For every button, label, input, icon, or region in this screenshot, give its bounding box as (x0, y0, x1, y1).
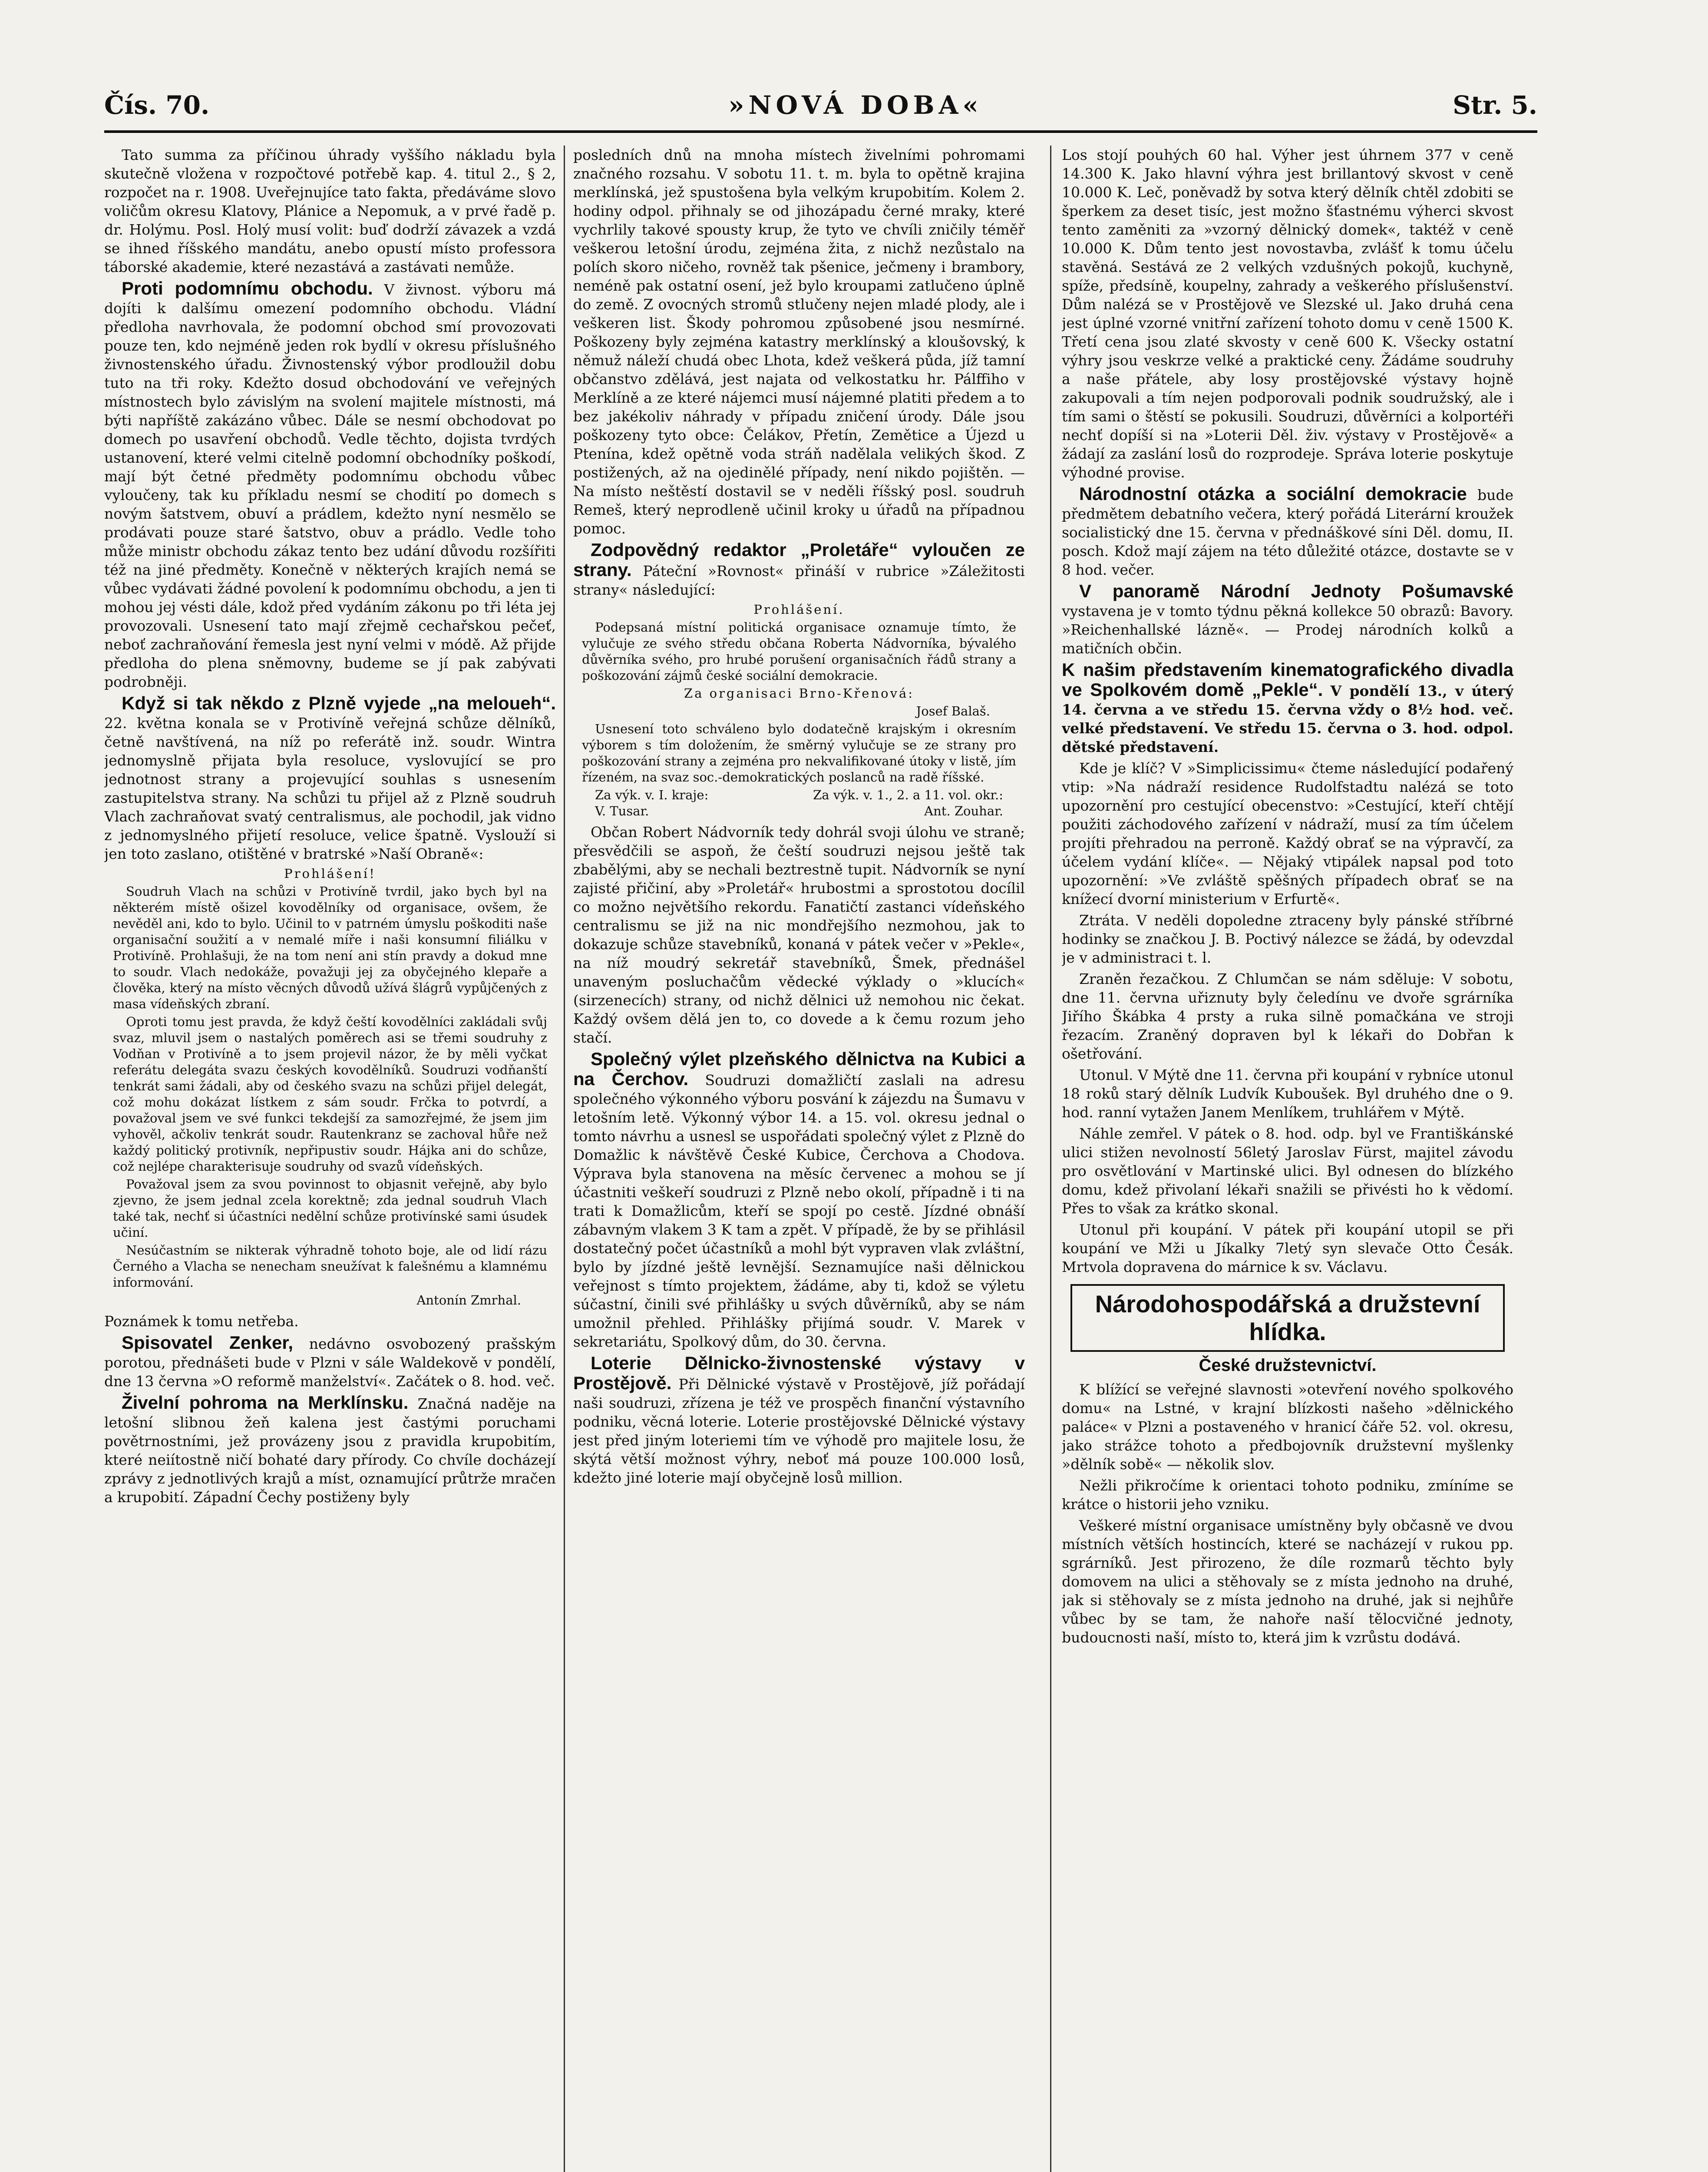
statement-block (573, 602, 1025, 819)
article-paragraph: Veškeré místní organisace umístněny byly občasně ve dvou místních větších hostincích, které se nacházejí v rukou pp. sgrárníků. Jest přirozeno, že díle rozmarů těchto byly domovem na ulici a stěhovaly se z místa jednoho na druhé, jak si stěhovaly se z místa jednoho na druhé, jak si nejhůře vůbec by se tam, že nahoře naší tělocvičné jednoty, budoucnosti naší, místo to, která jim k vzrůstu dodává. (1062, 1517, 1513, 1646)
article-text: Značná naděje na letošní slibnou žeň kalena jest častými poruchami povětrnostními, jež provázeny jsou z pravidla krupobitím, které neiítostně ničí bohaté dary přírody. Co chvíle docházejí zprávy z jednotlivých krajů a míst, oznamující průtrže mračen a krupobití. Západní Čechy postiženy byly (104, 1395, 556, 1506)
article-heading: Loterie Dělnicko-živnostenské výstavy v Prostějově. (573, 1353, 1025, 1393)
article-paragraph (104, 279, 556, 691)
article-paragraph (104, 1333, 556, 1391)
article-paragraph: Poznámek k tomu netřeba. (104, 1313, 299, 1330)
signature-name: Ant. Zouhar. (924, 804, 1003, 818)
article-paragraph: K blížící se veřejné slavnosti »otevření nového spolkového domu« na Lstné, v krajní blízkosti našeho »dělnického paláce« v Plzni a postaveného v hranicí čáře 52. vol. okresu, jako strážce tohoto a předbojovník družstevní myšlenky »dělník sobě« — několik slov. (1062, 1381, 1513, 1473)
article-paragraph: Náhle zemřel. V pátek o 8. hod. odp. byl ve Františkánské ulici stižen nevolností 56letý Jaroslav Fürst, majitel závodu pro osvětlování v Martinské ulici. Byl odnesen do blízkého domu, kdež přivolaní lékaři snažili se přivésti ho k vědomí. Přes to však za krátko skonal. (1062, 1125, 1513, 1217)
signature-label: Za výk. v. I. kraje: (595, 788, 709, 802)
statement-signatures (582, 803, 1016, 819)
article-heading: V panoramě Národní Jednoty Pošumavské (1079, 581, 1513, 601)
article-heading: Spisovatel Zenker, (122, 1332, 294, 1353)
article-paragraph: Ztráta. V neděli dopoledne ztraceny byly pánské stříbrné hodinky se značkou J. B. Poctivý nálezce se žádá, by odevzdal je v administraci t. l. (1062, 912, 1513, 966)
article-heading: Živelní pohroma na Merklínsku. (122, 1392, 409, 1413)
article-paragraph: Utonul. V Mýtě dne 11. června při koupání v rybníce utonul 18 roků starý dělník Ludvík Kuboušek. Byl druhého dne o 9. hod. ranní vytažen Janem Menlíkem, truhlářem v Mýtě. (1062, 1066, 1513, 1121)
article-paragraph: posledních dnů na mnoha místech živelními pohromami značného rozsahu. V sobotu 11. t. m. byla to opětně krajina merklínská, jež spustošena byla velkým krupobitím. Kolem 2. hodiny odpol. přihnaly se od jihozápadu černé mraky, které vychrlily takové spousty krup, že tyto ve chvíli zničily téměř veškerou letošní úrodu, zejména žita, z nichž nezůstalo na polích skoro ničeho, rovněž tak pšenice, ječmeny i brambory, neméně pak ostatní osení, jež bylo kroupami zatlučeno úplně do země. Z ovocných stromů stlučeny nejen mladé plody, ale i veškeren list. Škody pohromou způsobené jsou nesmírné. Poškozeny byly zejména katastry merklínský a kloušovský, k němuž náleží chudá obec Lhota, kdež veškerá půda, jíž tamní občanstvo zdělává, jest najata od velkostatku hr. Pálffiho v Merklíně a ze které nájemci musí nájemné platiti předem a to bez jakékoliv náhrady v případu zničení úrody. Dále jsou poškozeny tyto obce: Čelákov, Přetín, Zemětice a Újezd u Ptenína, kdež opětně voda stráň nadělala velikých škod. Z postižených, až na ojedinělé případy, není nikdo pojištěn. — Na místo neštěstí dostavil se v neděli říšský posl. soudruh Remeš, který neprodleně učinil kroky u úřadů na případnou pomoc. (573, 146, 1025, 537)
page-number: Str. 5. (1453, 90, 1537, 120)
statement-signature: Antonín Zmrhal. (416, 1293, 521, 1308)
newspaper-title: »NOVÁ DOBA« (728, 90, 983, 120)
article-paragraph: Nežli přikročíme k orientaci tohoto podniku, zmíníme se krátce o historii jeho vzniku. (1062, 1477, 1513, 1513)
article-heading: Zodpovědný redaktor „Proletáře“ vyloučen ze strany. (573, 540, 1025, 580)
statement-paragraph: Nesúčastním se nikterak výhradně tohoto boje, ale od lidí rázu Černého a Vlacha se nenecham sneužívat k falešnému a klamnému informování. (113, 1243, 547, 1290)
article-text: bude předmětem debatního večera, který pořádá Literární kroužek socialistický dne 15. června v přednáškové síni Děl. domu, II. posch. Kdož mají zájem na této důležité otázce, dostavte se v 8 hod. večer. (1062, 487, 1513, 578)
article-paragraph: Los stojí pouhých 60 hal. Výher jest úhrnem 377 v ceně 14.300 K. Jako hlavní výhra jest brillantový skvost v ceně 10.000 K. Leč, poněvadž by sotva který dělník chtěl zdobiti se šperkem za deset tisíc, jest možno šťastnému výherci skvost tento zaměniti za »vzorný dělnický domek«, taktéž v ceně 10.000 K. Dům tento jest novostavba, zvlášť k tomu účelu stavěná. Sestává ze 2 velkých vzdušných pokojů, kuchyně, spíže, předsíně, koupelny, zahrady a veškerého příslušenství. Dům nalézá se v Prostějově ve Slezské ul. Jako druhá cena jest úplné vzorné vnitřní zařízení tohoto domu v ceně 1500 K. Třetí cena jsou zlaté skvosty v ceně 600 K. Všecky ostatní výhry jsou veskrze velké a praktické ceny. Žádáme soudruhy a naše přátele, aby losy prostějovské výstavy hojně zakupovali a tím nejen podporovali podnik soudružský, ale i tím sami o štěstí se pokusili. Soudruzi, důvěrníci a kolportéři nechť dopíší si na »Loterii Děl. živ. výstavy v Prostějově« a žádají za zaslání losů do rozprodeje. Správa loterie poskytuje výhodné provise. (1062, 146, 1513, 481)
section-subtitle: České družstevnictví. (1199, 1356, 1377, 1375)
statement-block (104, 866, 556, 1308)
article-heading: Když si tak někdo z Plzně vyjede „na meloueh“. (122, 693, 556, 713)
signature-name: V. Tusar. (595, 804, 649, 818)
statement-paragraph: Soudruh Vlach na schůzi v Protivíně tvrdil, jako bych byl na některém místě ošizel kovodělníky od organisace, ovšem, že nevěděl ani, kdo to bylo. Učinil to v patrném úmyslu poškoditi naše organisační soužití a v nemalé míře i naši konsumní filiálku v Protivíně. Prohlašuji, že na tom není ani stín pravdy a dokud mne to soudr. Vlach nedokáže, považuji jej za obyčejného klepaře a člověka, který na místo věcných důvodů užívá šlágrů vypůjčených z masa vídeňských zbraní. (113, 884, 547, 1011)
column-divider (564, 146, 565, 2172)
article-text: Soudruzi domažličtí zaslali na adresu společného výkonného výboru posvání k zájezdu na Šumavu v letošním letě. Výkonný výbor 14. a 15. vol. okresu jednal o tomto návrhu a usnesl se uspořádati společný výlet z Plzně do Domažlic k návštěvě České Kubice, Čerchova a Chodova. Výprava byla stanovena na měsíc červenec a mohou se jí účastniti veškeří soudruzi z Plzně nebo okolí, případně i ti na trati k Domažlicům, kteří se spojí po cestě. Jízdné obnáší zábavným vlakem 3 K tam a zpět. V případě, že by se přihlásil dostatečný počet účastníků a mohl být vypraven vlak zvláštní, bylo by jízdné ještě levnější. Seznamujíce naši dělnickou veřejnost s tímto projektem, žádáme, aby ti, kdož se výletu súčastní, činili své přihlášky u svých důvěrníků, aby se nám umožnil přehled. Přihlášky přijímá soudr. V. Marek v sekretariátu, Spolkový dům, do 30. června. (573, 1072, 1025, 1350)
statement-paragraph: Považoval jsem za svou povinnost to objasnit veřejně, aby bylo zjevno, že jsem jednal zcela korektně; zda jednal soudruh Vlach také tak, nechť si účastníci nedělní schůze protivínské sami úsudek učiní. (113, 1177, 547, 1240)
article-text: vystavena je v tomto týdnu pěkná kollekce 50 obrazů: Bavory. »Reichenhallské lázně«. — Prodej národních kolků a matičních občin. (1062, 603, 1513, 657)
statement-title: Prohlášení. (753, 602, 845, 617)
article-paragraph (104, 1393, 556, 1506)
article-paragraph (573, 540, 1025, 599)
issue-number: Čís. 70. (104, 90, 210, 120)
article-paragraph: Zraněn řezačkou. Z Chlumčan se nám sděluje: V sobotu, dne 11. června uřiznuty byly čeledínu ve dvoře sgrárníka Jiřího Škábka 4 prsty a ruka silně pomačkána ve stroji řezacím. Zraněný dopraven byl k lékaři do Dobřan k ošetřování. (1062, 970, 1513, 1062)
statement-signature: Josef Balaš. (916, 704, 990, 718)
column-divider (1050, 146, 1051, 2172)
article-paragraph: Občan Robert Nádvorník tedy dohrál svoji úlohu ve straně; přesvědčili se aspoň, že čeští soudruzi nejsou ještě tak zbabělými, aby se nechali beztrestně tupit. Nádvorník se nyní zajisté přičiní, aby »Proletář« hrubostmi a sprostotou docílil co možno největšího rekordu. Fanatičtí zastanci vídeňského centralismu se již na nic mondřejšího nezmohou, jak to dokazuje schůze stavebníků, konaná v pátek večer v »Pekle«, na níž moudrý sekretář stavebníků, Šmek, přednášel unaveným posluchačům vědecké výklady o »klucích« (sirzenecích) strany, od nichž dělnici už nemohou nic čekat. Každý ovšem dělá jen to, co dovede a k čemu rozum jeho stačí. (573, 824, 1025, 1046)
column-2 (573, 146, 1025, 2172)
statement-paragraph: Usnesení toto schváleno bylo dodatečně krajským i okresním výborem s tím doložením, že směrný vylučuje se ze strany pro poškozování strany a zejména pro nekvalifikované útoky v listě, jím řízeném, na svaz soc.-demokratických poslanců na radě říšské. (582, 722, 1016, 785)
column-3 (1062, 146, 1513, 2172)
article-paragraph (104, 694, 556, 863)
masthead (104, 90, 1537, 125)
article-paragraph (573, 1050, 1025, 1351)
article-paragraph (1062, 660, 1513, 756)
article-paragraph: Tato summa za příčinou úhrady vyššího nákladu byla skutečně vložena v rozpočtové potřebě kap. 4. titul 2., § 2, rozpočet na r. 1908. Uveřejnujíce tato fakta, předáváme slovo voličům okresu Klatovy, Plánice a Nepomuk, a v prvé řadě p. dr. Holýmu. Posl. Holý musí volit: buď dodrží závazek a vzdá se ihned říšského mandátu, anebo opustí místo professora táborské akademie, které nezastává a zastávati nemůže. (104, 146, 556, 275)
column-1 (104, 146, 556, 2172)
article-paragraph (1062, 582, 1513, 658)
article-text: nedávno osvobozený prašským porotou, přednášeti bude v Plzni v sále Waldekově v pondělí, dne 13 června »O reformě manželství«. Začátek o 8. hod. več. (104, 1335, 556, 1390)
masthead-rule (104, 130, 1537, 133)
article-heading: Společný výlet plzeňského dělnictva na Kubici a na Čerchov. (573, 1049, 1025, 1089)
statement-signatures (582, 787, 1016, 803)
article-heading: K našim představením kinematografického divadla ve Spolkovém domě „Pekle“. (1062, 659, 1513, 700)
section-title-box: Národohospodářská a družstevní hlídka. (1070, 1284, 1505, 1352)
article-paragraph (573, 1354, 1025, 1487)
article-text: Páteční »Rovnost« přináší v rubrice »Záležitosti strany« následující: (573, 563, 1025, 598)
statement-paragraph: Podepsaná místní politická organisace oznamuje tímto, že vylučuje ze svého středu občana Roberta Nádvorníka, bývalého důvěrníka svého, pro hrubé porušení organisačních řádů strany a poškozování zájmů české sociální demokracie. (582, 620, 1016, 683)
article-paragraph (1062, 484, 1513, 579)
article-heading: Národnostní otázka a sociální demokracie (1079, 483, 1467, 504)
article-text: V pondělí 13., v úterý 14. června a ve středu 15. června vždy o 8½ hod. več. velké představení. Ve středu 15. června o 3. hod. odpol. dětské představení. (1062, 682, 1513, 755)
article-text: V živnost. výboru má dojíti k dalšímu omezení podomního obchodu. Vládní předloha navrhovala, že podomní obchod smí provozovati pouze ten, kdo nejméně jeden rok bydlí v okresu příslušného živnostenského úřadu. Živnostenský výbor prodloužil dobu tuto na tři roky. Kdežto dosud obchodování ve veřejných místnostech bylo závislým na svolení majitele místnosti, má býti napříště zakázáno vůbec. Dále se nesmí obchodovat po domech po usavření obchodů. Vedle těchto, dojista tvrdých ustanovení, které velmi citelně podomní obchodníky poškodí, mají být četné předměty podomnímu obchodu vůbec vyloučeny, tak ku příkladu nesmí se chodití po domech s novým šatstvem, obuví a prádlem, kdežto nyní nesmělo se prodávati pouze staré šatstvo, obuv a prádlo. Vedle toho může ministr obchodu zákaz tento bez udání důvodu rozšířiti též na jiné předměty. Konečně v některých krajích nemá se vůbec vydávati žádné povolení k podomnímu obchodu, a jen ti mohou jej vésti dále, kdož před vydáním zákonu po tři léta jej provozovali. Usnesení tato mají zřejmě cechařskou pečeť, neboť zachraňování řemesla jest nyní velmi v módě. Až přijde předloha do plena sněmovny, budeme se jí pak zabývati podrobněji. (104, 281, 556, 690)
article-heading: Proti podomnímu obchodu. (122, 278, 373, 298)
statement-paragraph: Oproti tomu jest pravda, že když čeští kovodělníci zakládali svůj svaz, mluvil jsem o nastalých poměrech asi se třemi soudruhy z Vodňan v Protivíně a to jsem projevil názor, že by měli vyčkat referátu delegáta svazu českých kovodělníků. Soudruzi vodňanští tenkrát sami žádali, aby od českého svazu na schůzi přijel delegát, což mohu dokázat lístkem z sám soudr. Frčka to potvrdí, a považoval jsem ve své funkci tekdejší za samozřejmé, že jsem jim vyhověl, ačkoliv tenkrát soudr. Rautenkranz se zachoval hůře než každý politický protivník, nepřipustiv soudr. Hájka ani do schůze, což nejlépe charakterisuje soudruhy od svazů vídeňských. (113, 1014, 547, 1174)
signature-label: Za výk. v. 1., 2. a 11. vol. okr.: (813, 788, 1003, 802)
statement-title: Prohlášení! (284, 866, 376, 881)
article-paragraph: Utonul při koupání. V pátek při koupání utopil se při koupání ve Mži u Jíkalky 7letý syn slevače Otto Česák. Mrtvola dopravena do márnice k sv. Václavu. (1062, 1221, 1513, 1275)
article-text: 22. května konala se v Protivíně veřejná schůze dělníků, četně navštívená, na níž po referátě inž. soudr. Wintra jednomyslně přijata byla resoluce, vyslovující se pro jednotnost strany a projevující souhlas s usnesením zastupitelstva strany. Na schůzi tu přijel až z Plzně soudruh Vlach zachraňovat svatý centralismus, ale pochodil, jak vidno z jednomyslného přijetí resoluce, velice špatně. Vyslouží si jen toto zaslano, otištěné v bratrské »Naší Obraně«: (104, 715, 556, 862)
article-paragraph: Kde je klíč? V »Simplicissimu« čteme následující podařený vtip: »Na nádraží residence Rudolfstadtu nalézá se toto upozornění pro cestující obecenstvo: »Cestující, kteří chtějí použiti záchodového zařízení v nádraží, musí za tím účelem projíti přehradou na perroně. Každý obrať se na výpravčí, za účelem vydání klíče«. — Nějaký vtipálek napsal pod toto upozornění: »Ve zvláště spěšných případech obrať se na knížecí dvorní ministerium v Erfurtě«. (1062, 760, 1513, 907)
statement-org: Za organisaci Brno-Křenová: (684, 686, 915, 701)
article-text: Při Dělnické výstavě v Prostějově, jíž pořádají naši soudruzi, zřízena je též ve prospěch finanční výstavního podniku, věcná loterie. Loterie prostějovské Dělnické výstavy jest před jiným loteriemi tím ve výhodě pro majitele losu, že skýtá větší možnost výhry, neboť má pouze 100.000 losů, kdežto jiné loterie mají obyčejně losů million. (573, 1376, 1025, 1486)
